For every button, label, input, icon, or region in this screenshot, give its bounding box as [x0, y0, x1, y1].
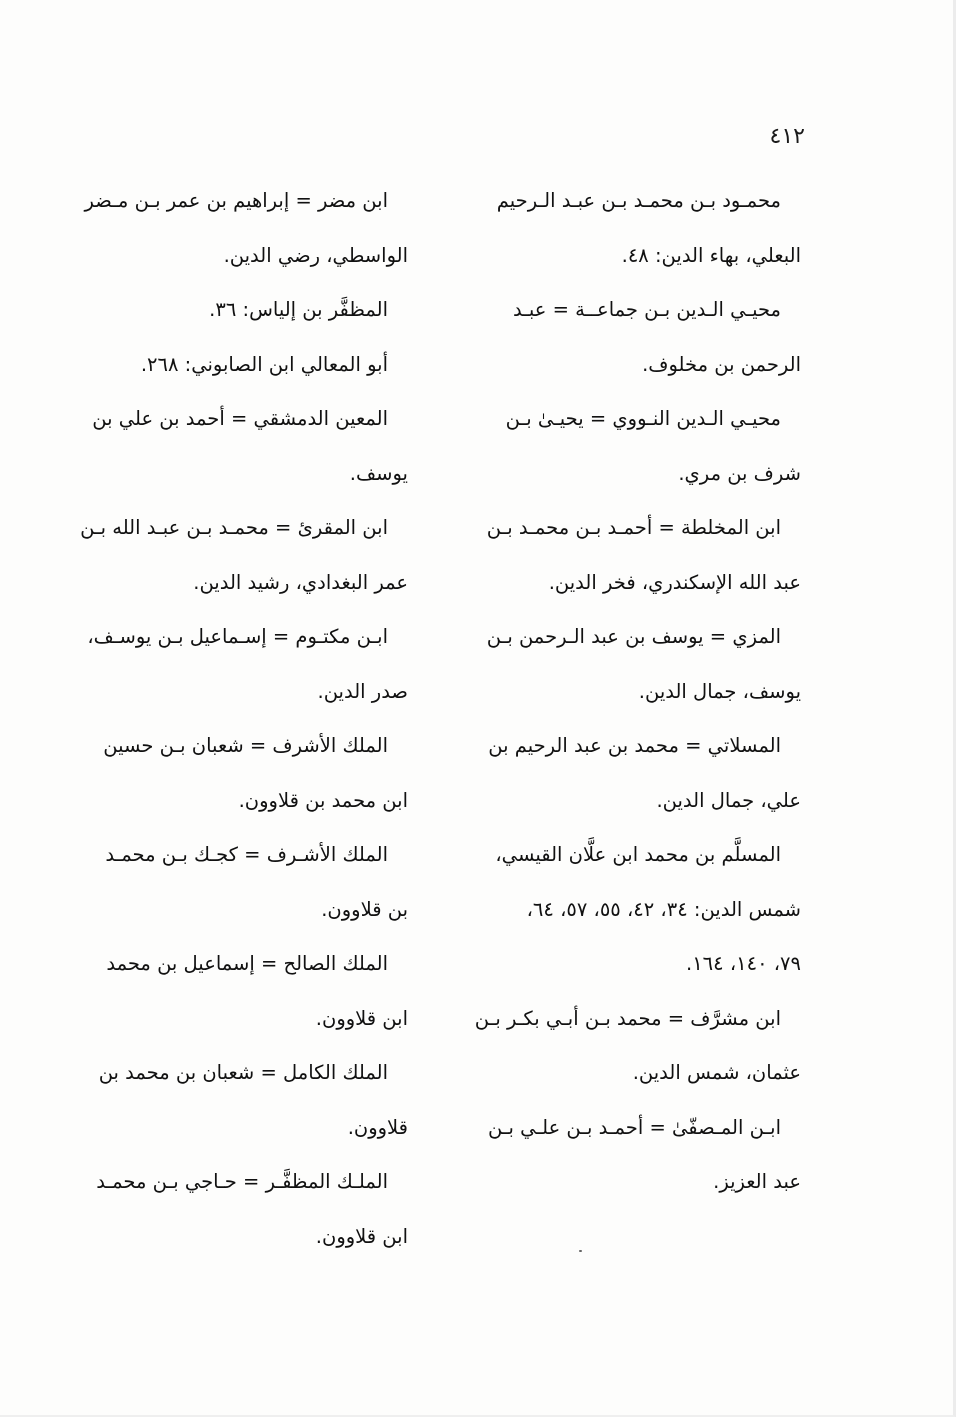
index-entry — [78, 174, 408, 283]
entry-continuation: يوسف. — [349, 461, 408, 485]
index-entry — [471, 828, 801, 992]
index-entry — [471, 719, 801, 828]
entry-line: الملك الأشرف = شعبان بـن حسين — [103, 734, 388, 757]
entry-line: المسلاتي = محمد بن عبد الرحيم بن — [488, 734, 781, 757]
entry-continuation: ٧٩، ١٤٠، ١٦٤. — [686, 952, 801, 975]
entry-continuation: صدر الدين. — [317, 679, 408, 703]
index-column-left — [78, 174, 408, 1264]
index-entry — [471, 392, 801, 501]
index-entry — [78, 937, 408, 1046]
entry-line: المظفَّر بن إلياس: ٣٦. — [209, 298, 388, 321]
entry-continuation: عثمان، شمس الدين. — [632, 1061, 801, 1084]
index-entry — [78, 283, 408, 338]
entry-line: ابن مضر = إبراهيم بن عمر بـن مـضر — [84, 189, 388, 212]
entry-line: المعين الدمشقي = أحمد بن علي بن — [92, 407, 388, 430]
entry-line: المسلَّم بن محمد ابن علَّان القيسي، — [495, 843, 781, 866]
entry-line: محمـود بـن محمـد بـن عبـد الـرحيم — [496, 189, 781, 212]
entry-continuation: شرف بن مري. — [678, 461, 801, 485]
index-entry — [471, 610, 801, 719]
index-entry — [78, 1155, 408, 1264]
entry-continuation: ابن قلاوون. — [315, 1006, 408, 1030]
entry-continuation: قلاوون. — [347, 1115, 408, 1139]
print-speck — [579, 1250, 582, 1252]
entry-continuation: علي، جمال الدين. — [656, 788, 801, 812]
entry-line: الملك الصالح = إسماعيل بن محمد — [106, 952, 388, 975]
entry-continuation: ابن قلاوون. — [315, 1224, 408, 1248]
entry-continuation: يوسف، جمال الدين. — [638, 679, 801, 703]
index-entry — [471, 992, 801, 1101]
entry-continuation: شمس الدين: ٣٤، ٤٢، ٥٥، ٥٧، ٦٤، — [526, 897, 801, 921]
entry-continuation: الواسطي، رضي الدين. — [223, 243, 408, 267]
entry-continuation: الرحمن بن مخلوف. — [642, 352, 801, 376]
entry-line: محيـي الـدين بـن جماعــة = عبـد — [512, 298, 781, 321]
entry-continuation: بن قلاوون. — [321, 897, 408, 921]
index-entry — [471, 174, 801, 283]
index-entry — [78, 610, 408, 719]
entry-line: ابـن مكتـوم = إسـماعيل بـن يوسـف، — [87, 625, 388, 648]
page-number: ٤١٢ — [769, 124, 805, 149]
entry-line: الملك الكامل = شعبان بن محمد بن — [98, 1061, 388, 1084]
entry-continuation: عبد العزيز. — [713, 1170, 801, 1193]
entry-line: أبو المعالي ابن الصابوني: ٢٦٨. — [140, 352, 388, 376]
entry-line: الملك الأشـرف = كجـك بـن محمـد — [105, 843, 388, 866]
entry-continuation: ابن محمد بن قلاوون. — [238, 788, 408, 812]
entry-line: محيـي الـدين النـووي = يحيـىٰ بـن — [505, 407, 781, 430]
index-column-right — [471, 174, 801, 1210]
index-entry — [471, 283, 801, 392]
entry-continuation: عمر البغدادي، رشيد الدين. — [193, 570, 408, 594]
entry-line: ابن المقرئ = محمـد بـن عبـد الله بـن — [80, 516, 388, 539]
index-entry — [471, 501, 801, 610]
index-entry — [78, 338, 408, 393]
index-entry — [471, 1101, 801, 1210]
index-entry — [78, 1046, 408, 1155]
index-entry — [78, 392, 408, 501]
entry-continuation: عبد الله الإسكندري، فخر الدين. — [548, 570, 801, 594]
index-entry — [78, 501, 408, 610]
entry-line: ابن المخلطة = أحمـد بـن محمـد بـن — [486, 516, 781, 539]
entry-line: ابن مشرَّف = محمد بـن أبـي بكـر بـن — [474, 1006, 781, 1030]
entry-line: الملـك المظفَّـر = حـاجي بـن محمـد — [96, 1170, 388, 1193]
entry-continuation: البعلي، بهاء الدين: ٤٨. — [621, 243, 801, 267]
index-entry — [78, 828, 408, 937]
entry-line: المزي = يوسف بن عبد الـرحمن بـن — [486, 625, 781, 648]
index-entry — [78, 719, 408, 828]
entry-line: ابـن المـصفّىٰ = أحمـد بـن علـي بـن — [487, 1115, 781, 1139]
